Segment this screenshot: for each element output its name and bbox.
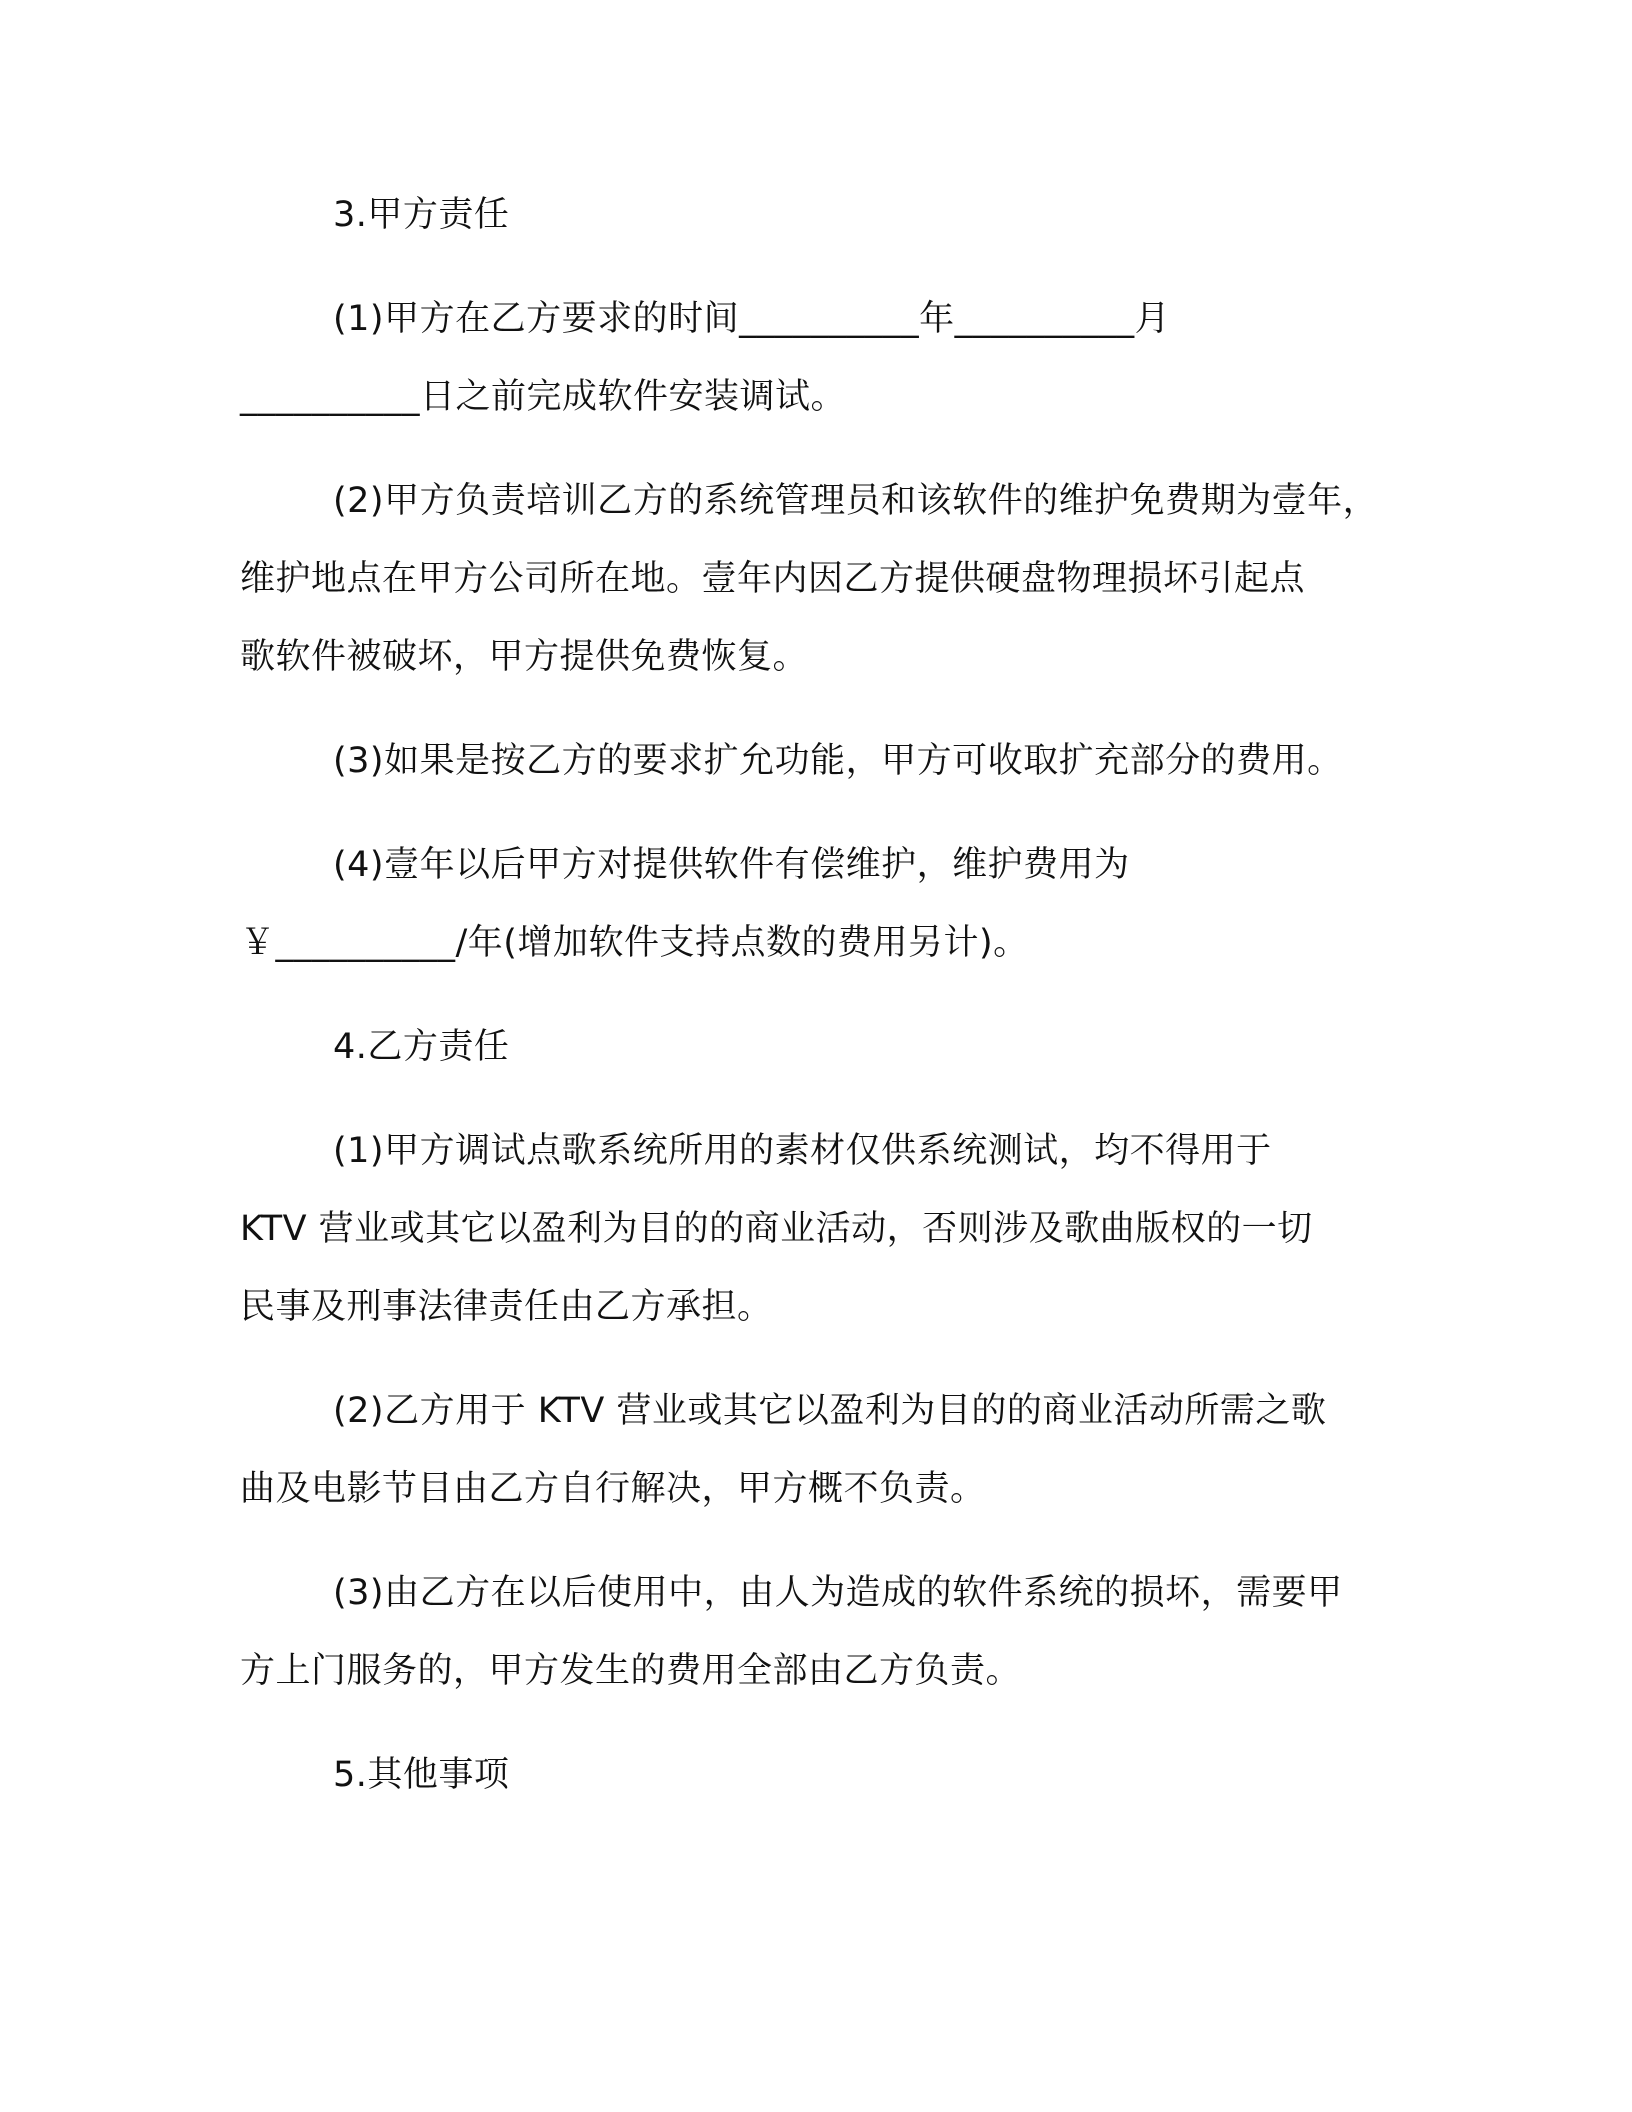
section-3-heading: 3.甲方责任 xyxy=(333,195,510,235)
section-3-item-1-line-1: (1)甲方在乙方要求的时间__________年__________月 xyxy=(333,299,1171,339)
section-4-item-1-line-3: 民事及刑事法律责任由乙方承担。 xyxy=(240,1287,773,1327)
section-3-item-3-line-1: (3)如果是按乙方的要求扩允功能，甲方可收取扩充部分的费用。 xyxy=(333,741,1343,781)
section-3-item-1-line-2: __________日之前完成软件安装调试。 xyxy=(240,377,847,417)
section-4-heading: 4.乙方责任 xyxy=(333,1027,510,1067)
section-3-item-2-line-1: (2)甲方负责培训乙方的系统管理员和该软件的维护免费期为壹年， xyxy=(333,481,1379,521)
section-3-item-4-line-1: (4)壹年以后甲方对提供软件有偿维护，维护费用为 xyxy=(333,845,1130,885)
section-4-item-3-line-1: (3)由乙方在以后使用中，由人为造成的软件系统的损坏，需要甲 xyxy=(333,1573,1343,1613)
section-4-item-2-line-1: (2)乙方用于 KTV 营业或其它以盈利为目的的商业活动所需之歌 xyxy=(333,1391,1327,1431)
section-3-item-2-line-3: 歌软件被破坏，甲方提供免费恢复。 xyxy=(240,637,809,677)
section-5-heading: 5.其他事项 xyxy=(333,1755,510,1795)
section-4-item-1-line-1: (1)甲方调试点歌系统所用的素材仅供系统测试，均不得用于 xyxy=(333,1131,1272,1171)
section-4-item-1-line-2: KTV 营业或其它以盈利为目的的商业活动，否则涉及歌曲版权的一切 xyxy=(240,1209,1313,1249)
section-3-item-4-line-2: ￥__________/年(增加软件支持点数的费用另计)。 xyxy=(240,923,1029,963)
section-3-item-2-line-2: 维护地点在甲方公司所在地。壹年内因乙方提供硬盘物理损坏引起点 xyxy=(240,559,1306,599)
section-4-item-2-line-2: 曲及电影节目由乙方自行解决，甲方概不负责。 xyxy=(240,1469,986,1509)
section-4-item-3-line-2: 方上门服务的，甲方发生的费用全部由乙方负责。 xyxy=(240,1651,1022,1691)
